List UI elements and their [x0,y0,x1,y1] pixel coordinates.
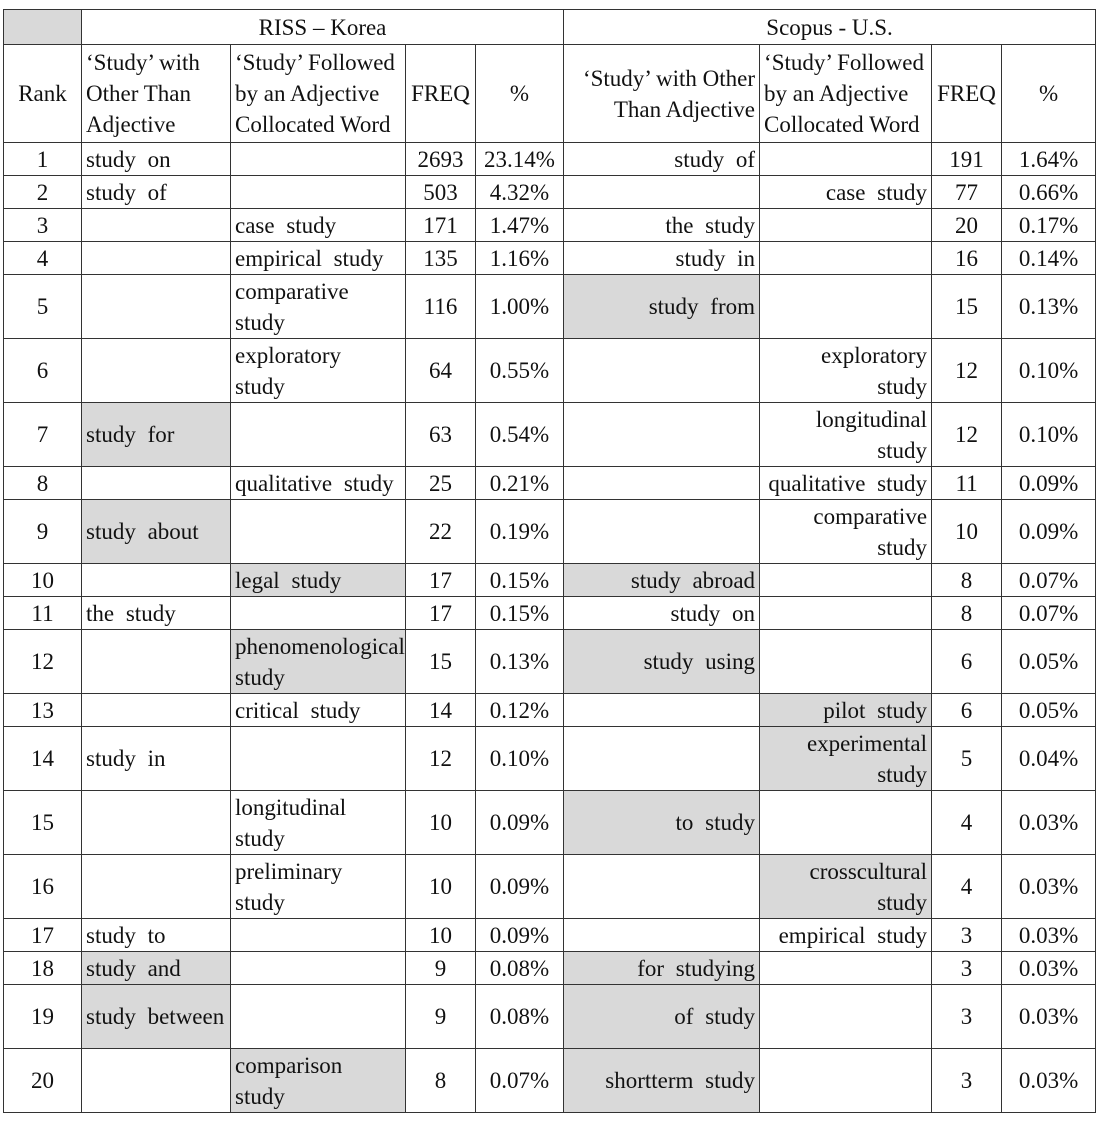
table-row [4,500,1096,564]
korea-pct-cell: 0.21% [476,467,564,500]
us-pct-cell: 0.66% [1002,176,1096,209]
rank-cell: 8 [4,467,82,500]
us-freq-cell: 6 [932,630,1002,694]
table-row [4,403,1096,467]
korea-pct-cell: 0.19% [476,500,564,564]
korea-other-cell: study on [82,143,231,176]
korea-adj-cell [231,597,406,630]
rank-cell: 17 [4,919,82,952]
korea-freq-cell: 14 [406,694,476,727]
korea-pct-cell: 0.10% [476,727,564,791]
us-freq-cell: 10 [932,500,1002,564]
table-row [4,176,1096,209]
korea-freq-cell: 171 [406,209,476,242]
us-pct-cell: 0.07% [1002,597,1096,630]
korea-other-cell [82,791,231,855]
korea-freq-cell: 9 [406,952,476,985]
us-adj-cell [760,143,932,176]
korea-pct-cell: 1.47% [476,209,564,242]
us-adj-cell: comparative study [760,500,932,564]
us-pct-cell: 0.04% [1002,727,1096,791]
us-other-cell: study on [564,597,760,630]
us-adj-cell: exploratory study [760,339,932,403]
korea-freq-header: FREQ [406,45,476,143]
korea-adj-cell: case study [231,209,406,242]
table-row [4,143,1096,176]
us-freq-header: FREQ [932,45,1002,143]
korea-other-cell [82,1049,231,1113]
group-korea-header: RISS – Korea [82,10,564,45]
korea-other-cell [82,564,231,597]
korea-adj-cell: comparative study [231,275,406,339]
korea-adj-cell [231,952,406,985]
us-pct-cell: 0.13% [1002,275,1096,339]
korea-freq-cell: 10 [406,855,476,919]
us-freq-cell: 12 [932,339,1002,403]
korea-freq-cell: 63 [406,403,476,467]
us-adj-cell: experimental study [760,727,932,791]
korea-freq-cell: 10 [406,791,476,855]
korea-pct-cell: 0.07% [476,1049,564,1113]
korea-pct-cell: 1.00% [476,275,564,339]
korea-freq-cell: 10 [406,919,476,952]
collocation-table [3,9,1096,1113]
us-freq-cell: 5 [932,727,1002,791]
us-adj-cell: empirical study [760,919,932,952]
us-freq-cell: 4 [932,791,1002,855]
korea-adj-cell: critical study [231,694,406,727]
rank-cell: 10 [4,564,82,597]
us-other-cell [564,694,760,727]
us-freq-cell: 6 [932,694,1002,727]
korea-adj-cell: exploratory study [231,339,406,403]
korea-freq-cell: 15 [406,630,476,694]
korea-freq-cell: 17 [406,564,476,597]
korea-pct-cell: 4.32% [476,176,564,209]
us-pct-cell: 0.05% [1002,694,1096,727]
us-freq-cell: 3 [932,1049,1002,1113]
us-adj-cell: pilot study [760,694,932,727]
us-adj-cell [760,275,932,339]
korea-other-cell: study to [82,919,231,952]
table-row [4,919,1096,952]
us-pct-cell: 0.09% [1002,467,1096,500]
korea-freq-cell: 12 [406,727,476,791]
us-adj-cell: longitudinal study [760,403,932,467]
rank-cell: 18 [4,952,82,985]
korea-adj-cell: longitudinal study [231,791,406,855]
us-freq-cell: 8 [932,597,1002,630]
korea-freq-cell: 8 [406,1049,476,1113]
rank-header: Rank [4,45,82,143]
table-row [4,564,1096,597]
us-other-cell: shortterm study [564,1049,760,1113]
us-other-cell [564,500,760,564]
korea-freq-cell: 503 [406,176,476,209]
korea-other-cell: study of [82,176,231,209]
korea-adj-cell [231,176,406,209]
rank-cell: 14 [4,727,82,791]
table-row [4,597,1096,630]
korea-other-cell: study in [82,727,231,791]
korea-pct-cell: 0.09% [476,919,564,952]
table-row [4,791,1096,855]
us-pct-cell: 0.03% [1002,985,1096,1049]
us-freq-cell: 3 [932,952,1002,985]
korea-other-cell [82,630,231,694]
korea-adj-cell: legal study [231,564,406,597]
us-pct-cell: 1.64% [1002,143,1096,176]
korea-other-cell [82,467,231,500]
us-freq-cell: 3 [932,919,1002,952]
table-row [4,242,1096,275]
us-pct-cell: 0.03% [1002,919,1096,952]
rank-cell: 4 [4,242,82,275]
table-row [4,952,1096,985]
us-other-cell: study of [564,143,760,176]
us-freq-cell: 11 [932,467,1002,500]
us-other-cell [564,727,760,791]
rank-cell: 12 [4,630,82,694]
us-pct-cell: 0.07% [1002,564,1096,597]
korea-adj-cell [231,500,406,564]
korea-pct-cell: 0.08% [476,952,564,985]
korea-pct-cell: 0.13% [476,630,564,694]
us-other-cell [564,339,760,403]
us-other-cell: study using [564,630,760,694]
us-pct-cell: 0.09% [1002,500,1096,564]
us-other-cell: of study [564,985,760,1049]
table-row [4,855,1096,919]
korea-pct-cell: 0.15% [476,564,564,597]
us-other-cell [564,176,760,209]
corner-cell [4,10,82,45]
korea-freq-cell: 135 [406,242,476,275]
us-adj-cell [760,791,932,855]
us-other-cell [564,919,760,952]
rank-cell: 2 [4,176,82,209]
us-other-cell: study abroad [564,564,760,597]
group-us-header: Scopus - U.S. [564,10,1096,45]
us-other-cell: the study [564,209,760,242]
korea-other-cell: study about [82,500,231,564]
us-pct-cell: 0.03% [1002,952,1096,985]
korea-other-cell: study and [82,952,231,985]
us-freq-cell: 77 [932,176,1002,209]
korea-adj-cell [231,403,406,467]
korea-pct-header: % [476,45,564,143]
korea-pct-cell: 0.15% [476,597,564,630]
korea-pct-cell: 1.16% [476,242,564,275]
us-pct-cell: 0.10% [1002,403,1096,467]
korea-adj-cell: comparison study [231,1049,406,1113]
korea-other-cell [82,242,231,275]
korea-pct-cell: 0.55% [476,339,564,403]
korea-pct-cell: 0.54% [476,403,564,467]
us-other-cell: for studying [564,952,760,985]
us-pct-cell: 0.05% [1002,630,1096,694]
rank-cell: 1 [4,143,82,176]
rank-cell: 20 [4,1049,82,1113]
rank-cell: 16 [4,855,82,919]
us-freq-cell: 15 [932,275,1002,339]
us-other-cell: study in [564,242,760,275]
korea-freq-cell: 2693 [406,143,476,176]
us-pct-cell: 0.10% [1002,339,1096,403]
table-body [4,143,1096,1113]
korea-other-cell: the study [82,597,231,630]
rank-cell: 19 [4,985,82,1049]
table-row [4,727,1096,791]
korea-adj-cell [231,143,406,176]
us-adj-cell: qualitative study [760,467,932,500]
korea-pct-cell: 0.09% [476,855,564,919]
korea-other-cell [82,339,231,403]
us-other-cell: to study [564,791,760,855]
us-adj-cell: case study [760,176,932,209]
korea-adj-cell [231,985,406,1049]
korea-pct-cell: 23.14% [476,143,564,176]
rank-cell: 3 [4,209,82,242]
us-freq-cell: 12 [932,403,1002,467]
rank-cell: 11 [4,597,82,630]
us-freq-cell: 8 [932,564,1002,597]
korea-adj-header: ‘Study’ Followed by an Adjective Collocated Word [231,45,406,143]
us-freq-cell: 3 [932,985,1002,1049]
rank-cell: 9 [4,500,82,564]
korea-adj-cell: qualitative study [231,467,406,500]
korea-other-cell: study for [82,403,231,467]
korea-adj-cell: preliminary study [231,855,406,919]
korea-pct-cell: 0.09% [476,791,564,855]
us-pct-cell: 0.03% [1002,855,1096,919]
us-other-cell [564,467,760,500]
us-freq-cell: 16 [932,242,1002,275]
korea-adj-cell [231,727,406,791]
table-row [4,339,1096,403]
us-freq-cell: 4 [932,855,1002,919]
korea-adj-cell [231,919,406,952]
table-row [4,209,1096,242]
us-pct-cell: 0.03% [1002,791,1096,855]
us-other-cell [564,855,760,919]
korea-adj-cell: phenomenological study [231,630,406,694]
rank-cell: 7 [4,403,82,467]
us-adj-cell [760,209,932,242]
korea-freq-cell: 22 [406,500,476,564]
table-row [4,694,1096,727]
rank-cell: 13 [4,694,82,727]
us-freq-cell: 20 [932,209,1002,242]
us-adj-cell [760,1049,932,1113]
us-other-cell: study from [564,275,760,339]
korea-other-cell [82,275,231,339]
korea-freq-cell: 9 [406,985,476,1049]
us-adj-cell [760,952,932,985]
korea-pct-cell: 0.08% [476,985,564,1049]
us-pct-cell: 0.17% [1002,209,1096,242]
us-pct-cell: 0.14% [1002,242,1096,275]
korea-other-cell [82,209,231,242]
us-adj-cell [760,985,932,1049]
table-row [4,1049,1096,1113]
table-row [4,985,1096,1049]
us-other-header: ‘Study’ with Other Than Adjective [564,45,760,143]
us-pct-header: % [1002,45,1096,143]
korea-freq-cell: 116 [406,275,476,339]
us-adj-cell [760,597,932,630]
korea-other-header: ‘Study’ with Other Than Adjective [82,45,231,143]
korea-freq-cell: 64 [406,339,476,403]
table-row [4,630,1096,694]
us-adj-cell [760,630,932,694]
us-adj-cell [760,242,932,275]
korea-other-cell [82,855,231,919]
us-adj-cell [760,564,932,597]
us-adj-cell: crosscultural study [760,855,932,919]
rank-cell: 6 [4,339,82,403]
table-row [4,275,1096,339]
us-other-cell [564,403,760,467]
us-adj-header: ‘Study’ Followed by an Adjective Collocated Word [760,45,932,143]
korea-pct-cell: 0.12% [476,694,564,727]
rank-cell: 5 [4,275,82,339]
korea-other-cell: study between [82,985,231,1049]
korea-freq-cell: 17 [406,597,476,630]
korea-freq-cell: 25 [406,467,476,500]
korea-other-cell [82,694,231,727]
korea-adj-cell: empirical study [231,242,406,275]
us-pct-cell: 0.03% [1002,1049,1096,1113]
us-freq-cell: 191 [932,143,1002,176]
rank-cell: 15 [4,791,82,855]
table-row [4,467,1096,500]
